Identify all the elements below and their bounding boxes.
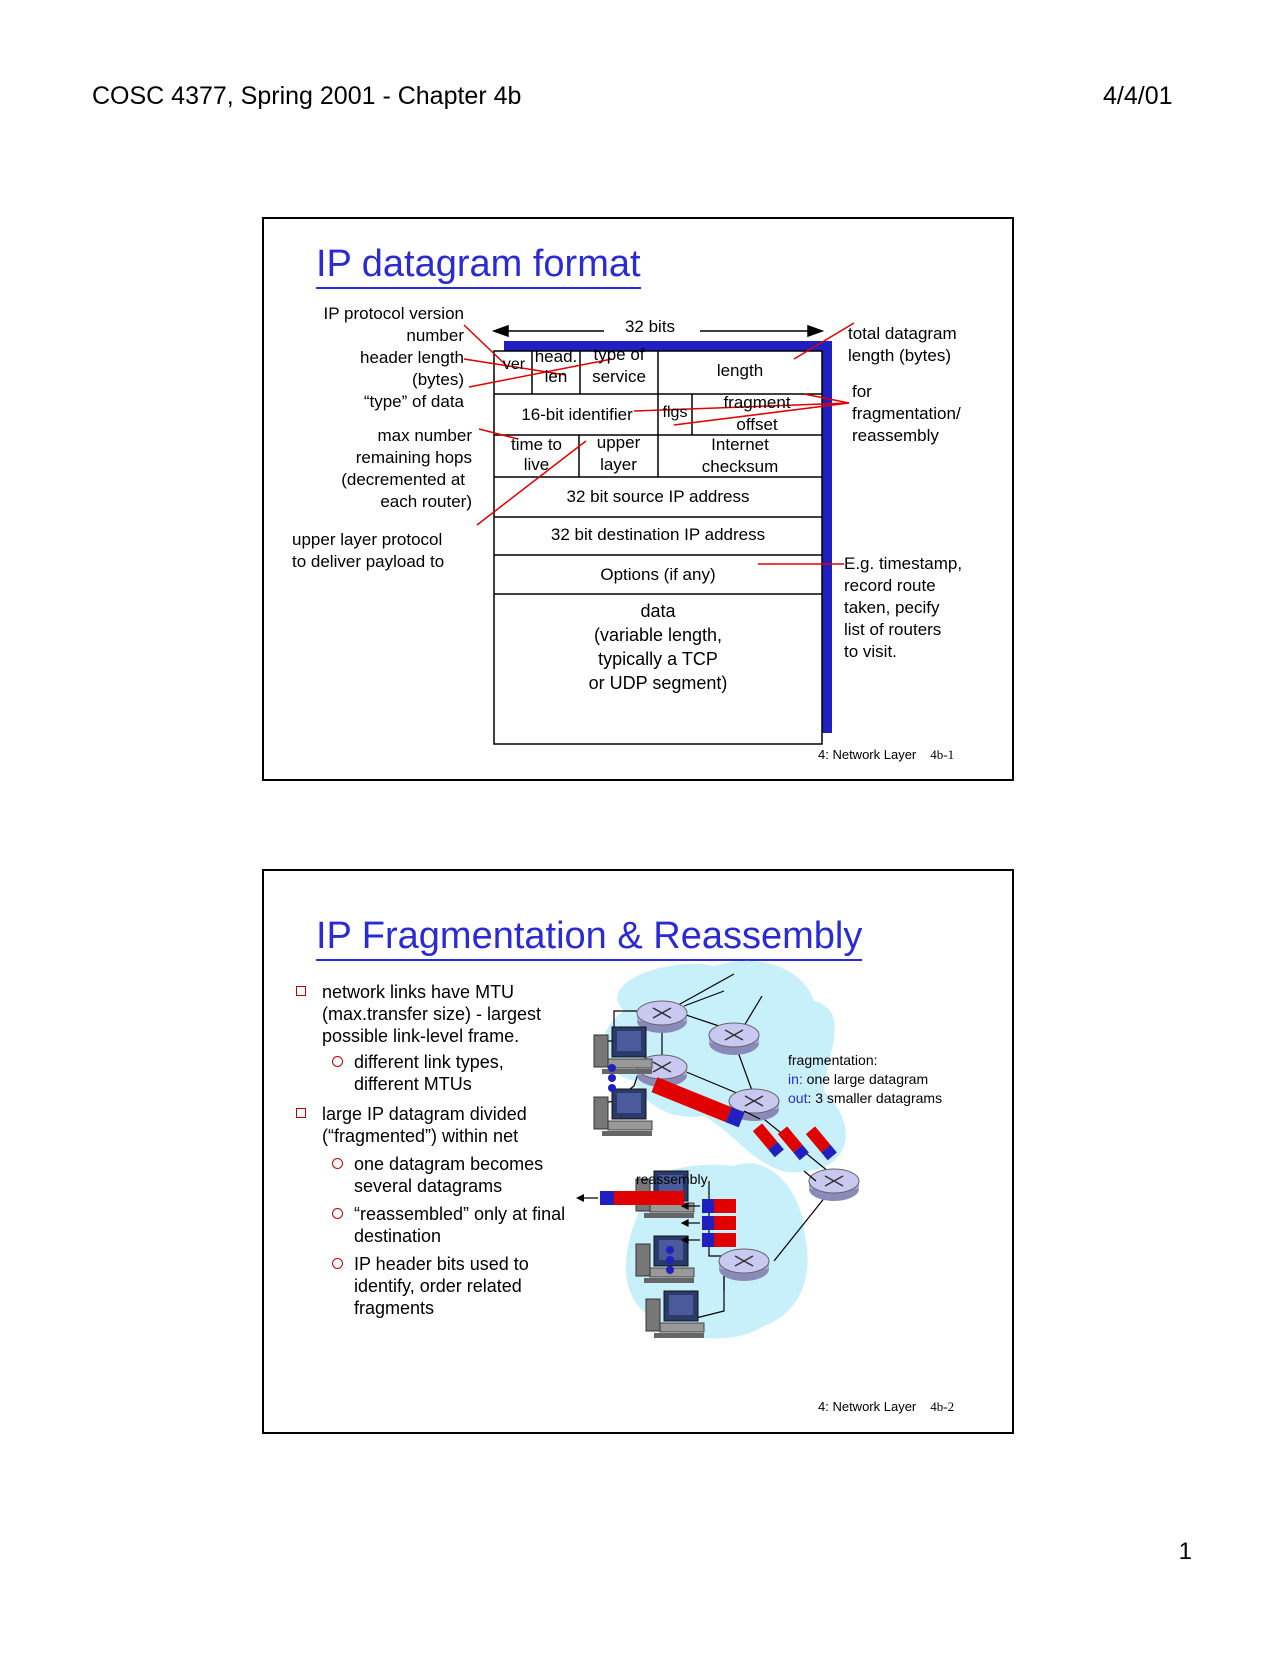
note-type-of-data: “type” of data	[363, 392, 464, 411]
subbullet-link-types-line2: different MTUs	[354, 1074, 472, 1094]
bullet-mtu-line3: possible link-level frame.	[322, 1026, 520, 1046]
footer-label: 4: Network Layer	[818, 1399, 917, 1414]
bullet-mtu-line1: network links have MTU	[322, 982, 515, 1002]
note-options-line1: E.g. timestamp,	[844, 554, 963, 573]
slide-number: 4b-1	[930, 747, 955, 762]
field-ver: ver	[502, 356, 526, 373]
field-head-len-line2: len	[544, 367, 568, 386]
subbullet-several-line1: one datagram becomes	[354, 1154, 544, 1174]
note-total-length-line2: length (bytes)	[848, 346, 951, 365]
arriving-fragments	[702, 1199, 736, 1247]
bullet-large-datagram-line1: large IP datagram divided	[322, 1104, 527, 1124]
field-upper-layer-line1: upper	[596, 433, 641, 452]
subbullet-header-bits-line1: IP header bits used to	[354, 1254, 529, 1274]
field-ttl-line2: live	[523, 455, 550, 474]
reassembly-label: reassembly	[636, 1171, 708, 1187]
fragmentation-caption	[788, 1051, 942, 1108]
field-checksum-line2: checksum	[701, 457, 779, 476]
fragmentation-caption-in	[788, 1070, 942, 1089]
router-icon	[719, 1249, 769, 1281]
fragmentation-caption-out	[788, 1089, 942, 1108]
note-ttl-line3: (decremented at	[341, 470, 465, 489]
field-data-line3: typically a TCP	[598, 649, 718, 669]
subbullet-reassembled-line1: “reassembled” only at final	[354, 1204, 566, 1224]
host-computer-icon	[594, 1089, 652, 1136]
field-tos-line2: service	[592, 367, 646, 386]
subbullet-link-types-line1: different link types,	[354, 1052, 504, 1072]
fragmentation-network-diagram	[264, 871, 1012, 1431]
field-destination-address: 32 bit destination IP address	[550, 525, 766, 544]
field-data-line1: data	[640, 601, 676, 621]
field-source-address: 32 bit source IP address	[566, 487, 750, 506]
note-upper-line1: upper layer protocol	[292, 530, 443, 549]
field-tos-line1: type of	[593, 345, 645, 364]
slide-number: 4b-2	[930, 1399, 955, 1414]
in-label: in:	[788, 1071, 803, 1087]
field-options: Options (if any)	[600, 565, 716, 584]
reassembled-datagram	[576, 1191, 684, 1205]
note-upper-line2: to deliver payload to	[292, 552, 445, 571]
slide-footer	[818, 747, 954, 763]
slide-title: IP datagram format	[316, 245, 641, 289]
subbullet-header-bits-line2: identify, order related	[354, 1276, 522, 1296]
width-label: 32 bits	[624, 317, 676, 336]
note-hlen-line2: (bytes)	[412, 370, 464, 389]
fragmentation-caption-title: fragmentation:	[788, 1052, 878, 1068]
field-upper-layer-line2: layer	[600, 455, 637, 474]
note-frag-line2: fragmentation/	[852, 404, 961, 423]
subbullet-reassembled-line2: destination	[354, 1226, 442, 1246]
field-ttl-line1: time to	[510, 435, 563, 454]
note-frag-line1: for	[852, 382, 872, 401]
note-options-line3: taken, pecify	[844, 598, 940, 617]
subbullet-several-line2: several datagrams	[354, 1176, 503, 1196]
note-total-length-line1: total datagram	[848, 324, 957, 343]
slide-title: IP Fragmentation & Reassembly	[316, 917, 862, 961]
field-data-line2: (variable length,	[593, 625, 723, 645]
bullet-mtu-line2: (max.transfer size) - largest	[322, 1004, 542, 1024]
slide-ip-fragmentation	[262, 869, 1014, 1434]
slide-ip-datagram-format	[262, 217, 1014, 781]
router-icon	[809, 1169, 859, 1201]
note-options-line2: record route	[844, 576, 936, 595]
subbullet-header-bits-line3: fragments	[354, 1298, 435, 1318]
note-options-line5: to visit.	[844, 642, 897, 661]
note-hlen-line1: header length	[360, 348, 464, 367]
note-version-line2: number	[406, 326, 464, 345]
out-label: out	[788, 1090, 808, 1106]
host-computer-icon	[594, 1027, 652, 1074]
field-checksum-line1: Internet	[711, 435, 769, 454]
out-text: : 3 smaller datagrams	[807, 1090, 943, 1106]
document-header-left: COSC 4377, Spring 2001 - Chapter 4b	[92, 82, 522, 110]
slide-footer	[818, 1399, 954, 1415]
note-ttl-line2: remaining hops	[355, 448, 472, 467]
note-ttl-line1: max number	[377, 426, 472, 445]
page-number: 1	[1178, 1538, 1192, 1565]
note-frag-line3: reassembly	[852, 426, 939, 445]
field-data-line4: or UDP segment)	[588, 673, 728, 693]
in-text: one large datagram	[802, 1071, 929, 1087]
document-header-date: 4/4/01	[1103, 82, 1173, 110]
field-frag-offset-line2: offset	[736, 415, 778, 434]
note-ttl-line4: each router)	[380, 492, 472, 511]
footer-label: 4: Network Layer	[818, 747, 917, 762]
note-version-line1: IP protocol version	[323, 304, 464, 323]
note-options-line4: list of routers	[844, 620, 942, 639]
field-flags: flgs	[662, 404, 688, 421]
field-frag-offset-line1: fragment	[723, 393, 791, 412]
bullet-large-datagram-line2: (“fragmented”) within net	[322, 1126, 519, 1146]
field-length: length	[716, 361, 764, 380]
field-identifier: 16-bit identifier	[521, 405, 633, 424]
router-icon	[709, 1023, 759, 1055]
field-head-len-line1: head.	[534, 347, 578, 366]
